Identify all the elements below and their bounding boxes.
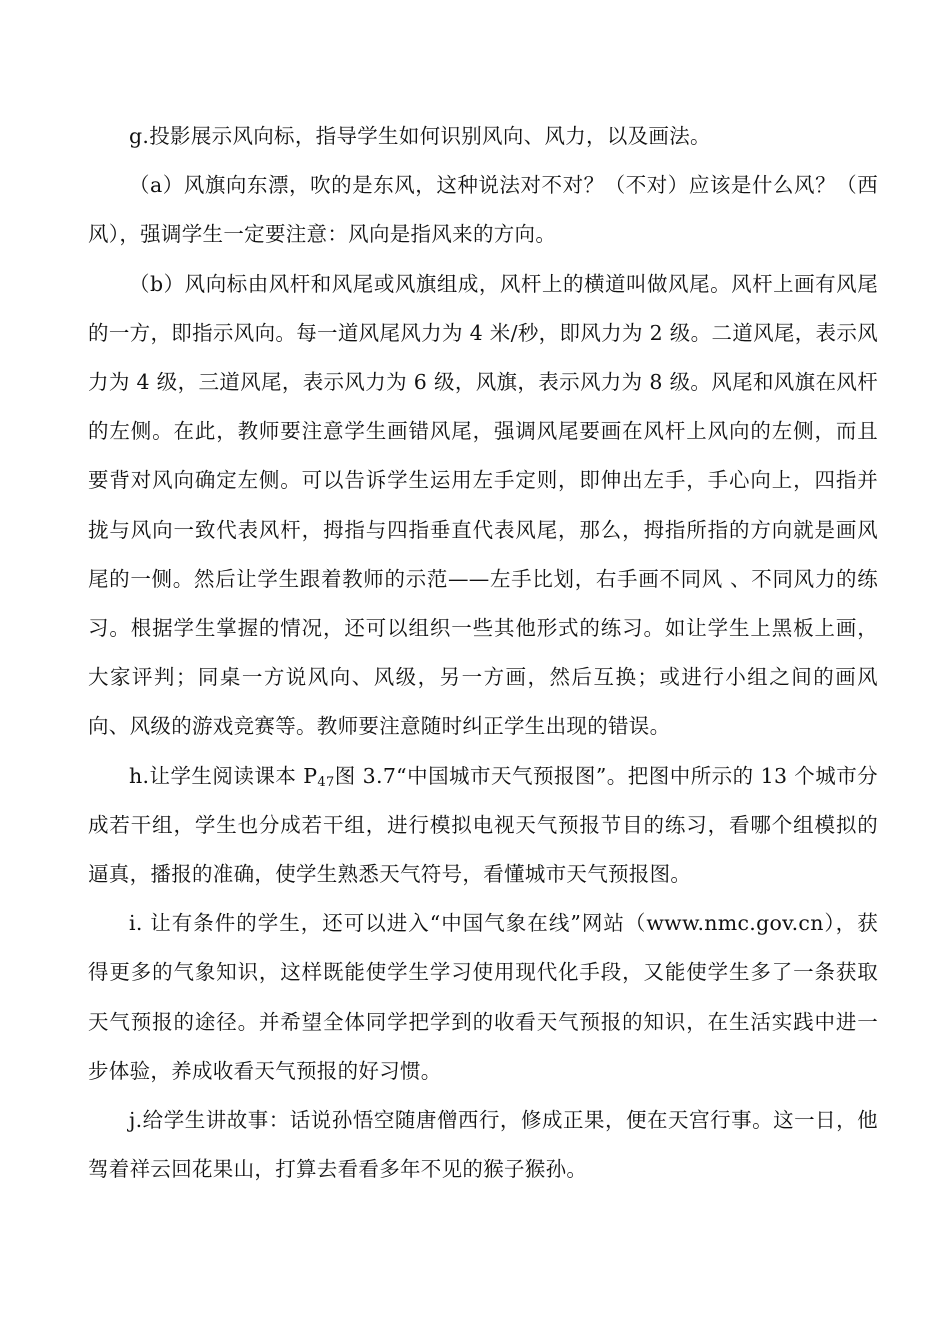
paragraph-a: （a）风旗向东漂，吹的是东风，这种说法对不对？（不对）应该是什么风？（西风），强调学生一定要注意：风向是指风来的方向。 — [88, 173, 878, 247]
paragraph-h-before: h.让学生阅读课本 P — [129, 763, 318, 788]
paragraph-h — [88, 752, 878, 900]
page-number-subscript: 47 — [317, 774, 335, 790]
paragraph-i: i. 让有条件的学生，还可以进入“中国气象在线”网站（www.nmc.gov.cn），获得更多的气象知识，这样既能使学生学习使用现代化手段，又能使学生多了一条获取天气预报的途径。并希望全体同学把学到的收看天气预报的知识，在生活实践中进一步体验，养成收看天气预报的好习惯。 — [88, 911, 878, 1083]
paragraph-g: g.投影展示风向标，指导学生如何识别风向、风力，以及画法。 — [129, 124, 711, 148]
paragraph-h-after: 图 3.7“中国城市天气预报图”。把图中所示的 13 个城市分成若干组，学生也分成若干组，进行模拟电视天气预报节目的练习，看哪个组模拟的逼真，播报的准确，使学生熟悉天气符号，看懂城市天气预报图。 — [88, 763, 878, 887]
document-body — [88, 112, 878, 1194]
paragraph-b: （b）风向标由风杆和风尾或风旗组成，风杆上的横道叫做风尾。风杆上画有风尾的一方，即指示风向。每一道风尾风力为 4 米/秒，即风力为 2 级。二道风尾，表示风力为 4 级，三道风尾，表示风力为 6 级，风旗，表示风力为 8 级。风尾和风旗在风杆的左侧。在此，教师要注意学生画错风尾，强调风尾要画在风杆上风向的左侧，而且要背对风向确定左侧。可以告诉学生运用左手定则，即伸出左手，手心向上，四指并拢与风向一致代表风杆，拇指与四指垂直代表风尾，那么，拇指所指的方向就是画风尾的一侧。然后让学生跟着教师的示范——左手比划，右手画不同风 、不同风力的练习。根据学生掌握的情况，还可以组织一些其他形式的练习。如让学生上黑板上画，大家评判；同桌一方说风向、风级，另一方画，然后互换；或进行小组之间的画风向、风级的游戏竞赛等。教师要注意随时纠正学生出现的错误。 — [88, 271, 878, 739]
paragraph-j: j.给学生讲故事：话说孙悟空随唐僧西行，修成正果，便在天宫行事。这一日，他驾着祥云回花果山，打算去看看多年不见的猴子猴孙。 — [88, 1108, 878, 1182]
